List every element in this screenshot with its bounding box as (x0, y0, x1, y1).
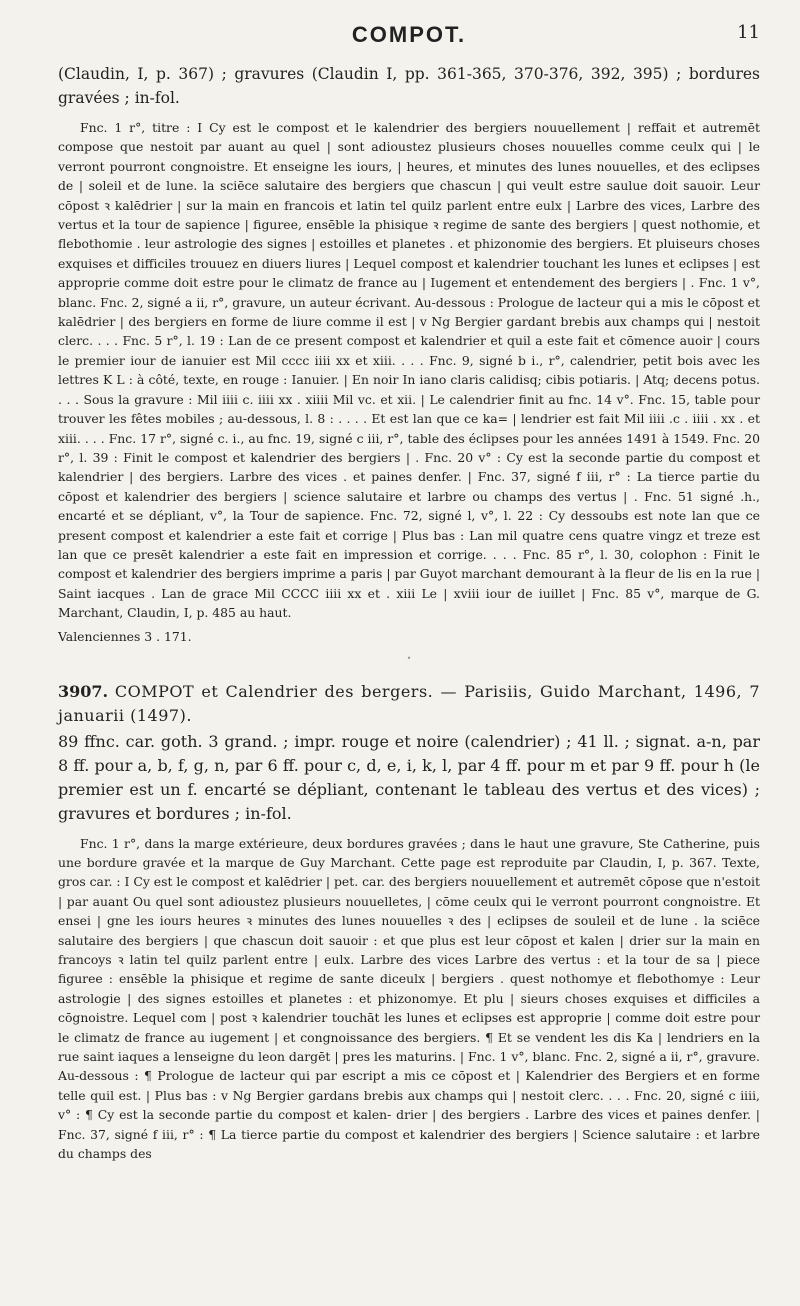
entry-title: COMPOT et Calendrier des bergers. — Parisiis, Guido Marchant, 1496, 7 januarii (1497). (58, 681, 761, 725)
library-location: Valenciennes 3 . 171. (58, 628, 192, 644)
entry-heading (58, 680, 760, 728)
entry-continuation-lead: (Claudin, I, p. 367) ; gravures (Claudin I, pp. 361-365, 370-376, 392, 395) ; bordures gravées ; in-fol. (58, 65, 760, 107)
entry-separator: • (406, 653, 412, 663)
entry-collation: 89 ffnc. car. goth. 3 grand. ; impr. rouge et noire (calendrier) ; 41 ll. ; signat. a-n, par 8 ff. pour a, b, f, g, n, par 6 ff. pour c, d, e, i, k, l, par 4 ff. pour m et par 9 ff. pour h (le premier est un f. encarté se dépliant, contenant le tableau des vertus et des vices) ; gravures et bordures ; in-fol. (58, 731, 760, 823)
page-header (58, 18, 760, 52)
entry-number: 3907. (58, 681, 109, 701)
entry-description: Fnc. 1 r°, dans la marge extérieure, deux bordures gravées ; dans le haut une gravure, Ste Catherine, puis une bordure gravée et la marque de Guy Marchant. Cette page est reproduite par Claudin, I, p. 367. Texte, gros car. : I Cy est le compost et kalēdrier | pet. car. des bergiers nouuellement et autremēt cōpose que n'estoit | par auant Ou quel sont adioustez plusieurs nouuelletes, | cōme ceulx qui le verront pourront congnoistre. Et ensei | gne les iours heures ꝛ minutes des lunes nouuelles ꝛ des | eclipses de souleil et de lune . la sciēce salutaire des bergiers | que chascun doit sauoir : et que plus est leur cōpost et kalen | drier sur la main en francoys ꝛ latin tel quilz parlent entre | eulx. Larbre des vices Larbre des vertus : et la tour de sa | piece figuree : ensēble la phisique et regime de sante diceulx | bergiers . quest nothomye et flebothomye : Leur astrologie | des signes estoilles et planetes : et phizonomye. Et plu | sieurs choses exquises et difficiles a cōgnoistre. Lequel com | post ꝛ kalendrier touchāt les lunes et eclipses est approprie | comme doit estre pour le climatz de france au iugement | et congnoissance des bergiers. ¶ Et se vendent les dis Ka | lendriers en la rue saint iaques a lenseigne du leon dargēt | pres les maturins. | Fnc. 1 v°, blanc. Fnc. 2, signé a ii, r°, gravure. Au-dessous : ¶ Prologue de lacteur qui par escript a mis ce cōpost et | Kalendrier des Bergiers et en forme telle quil est. | Plus bas : v Ng Bergier gardans brebis aux champs qui | nestoit clerc. . . . Fnc. 20, signé c iiii, v° : ¶ Cy est la seconde partie du compost et kalen- drier | des bergiers . Larbre des vices et paines denfer. | Fnc. 37, signé f iii, r° : ¶ La tierce partie du compost et kalendrier des bergiers | Science salutaire : et larbre du champs des (58, 835, 760, 1162)
entry-description: Fnc. 1 r°, titre : I Cy est le compost et le kalendrier des bergiers nouuellement | reffait et autremēt compose que nestoit par auant au quel | sont adioustez plusieurs choses nouuelles comme ceulx qui | le verront pourront congnoistre. Et enseigne les iours, | heures, et minutes des lunes nouuelles, et des eclipses de | soleil et de lune. la sciēce salutaire des bergiers que chascun | qui veult estre saulue doit sauoir. Leur cōpost ꝛ kalēdrier | sur la main en francois et latin tel quilz parlent entre eulx | Larbre des vices, Larbre des vertus et la tour de sapience | figuree, ensēble la phisique ꝛ regime de sante des bergiers | quest nothomie, et flebothomie . leur astrologie des signes | estoilles et planetes . et phizonomie des bergiers. Et pluiseurs choses exquises et difficiles trouuez en diuers liures | Lequel compost et kalendrier touchant les lunes et eclipses | est approprie comme doit estre pour le climatz de france au | Iugement et entendement des bergiers | . Fnc. 1 v°, blanc. Fnc. 2, signé a ii, r°, gravure, un auteur écrivant. Au-dessous : Prologue de lacteur qui a mis le cōpost et kalēdrier | des bergiers en forme de liure comme il est | v Ng Bergier gardant brebis aux champs qui | nestoit clerc. . . . Fnc. 5 r°, l. 19 : Lan de ce present compost et kalendrier et quil a este fait et cōmence auoir | cours le premier iour de ianuier est Mil cccc iiii xx et xiii. . . . Fnc. 9, signé b i., r°, calendrier, petit bois avec les lettres K L : à côté, texte, en rouge : Ianuier. | En noir In iano claris calidisq; cibis potiaris. | Atq; decens potus. . . . Sous la gravure : Mil iiii c. iiii xx . xiiii Mil vc. et xii. | Le calendrier finit au fnc. 14 v°. Fnc. 15, table pour trouver les fêtes mobiles ; au-dessous, l. 8 : . . . . Et est lan que ce ka= | lendrier est fait Mil iiii .c . iiii . xx . et xiii. . . . Fnc. 17 r°, signé c. i., au fnc. 19, signé c iii, r°, table des éclipses pour les années 1491 à 1549. Fnc. 20 r°, l. 39 : Finit le compost et kalendrier des bergiers | . Fnc. 20 v° : Cy est la seconde partie du compost et kalendrier | des bergiers. Larbre des vices . et paines denfer. | Fnc. 37, signé f iii, r° : La tierce partie du cōpost et kalendrier des bergiers | science salutaire et larbre ou champs des vertus | . Fnc. 51 signé .h., encarté et se dépliant, v°, la Tour de sapience. Fnc. 72, signé l, v°, l. 22 : Cy dessoubs est note lan que ce present compost et kalendrier a este fait et corrige | Plus bas : Lan mil quatre cens quatre vingz et treze est lan que ce presēt kalendrier a este fait en impression et corrige. . . . Fnc. 85 r°, l. 30, colophon : Finit le compost et kalendrier des bergiers imprime a paris | par Guyot marchant demourant à la fleur de lis en la rue | Saint iacques . Lan de grace Mil CCCC iiii xx et . xiii Le | xviii iour de iuillet | Fnc. 85 v°, marque de G. Marchant, Claudin, I, p. 485 au haut. (58, 120, 760, 621)
page-number: 11 (737, 22, 760, 43)
running-title: COMPOT. (351, 22, 467, 47)
